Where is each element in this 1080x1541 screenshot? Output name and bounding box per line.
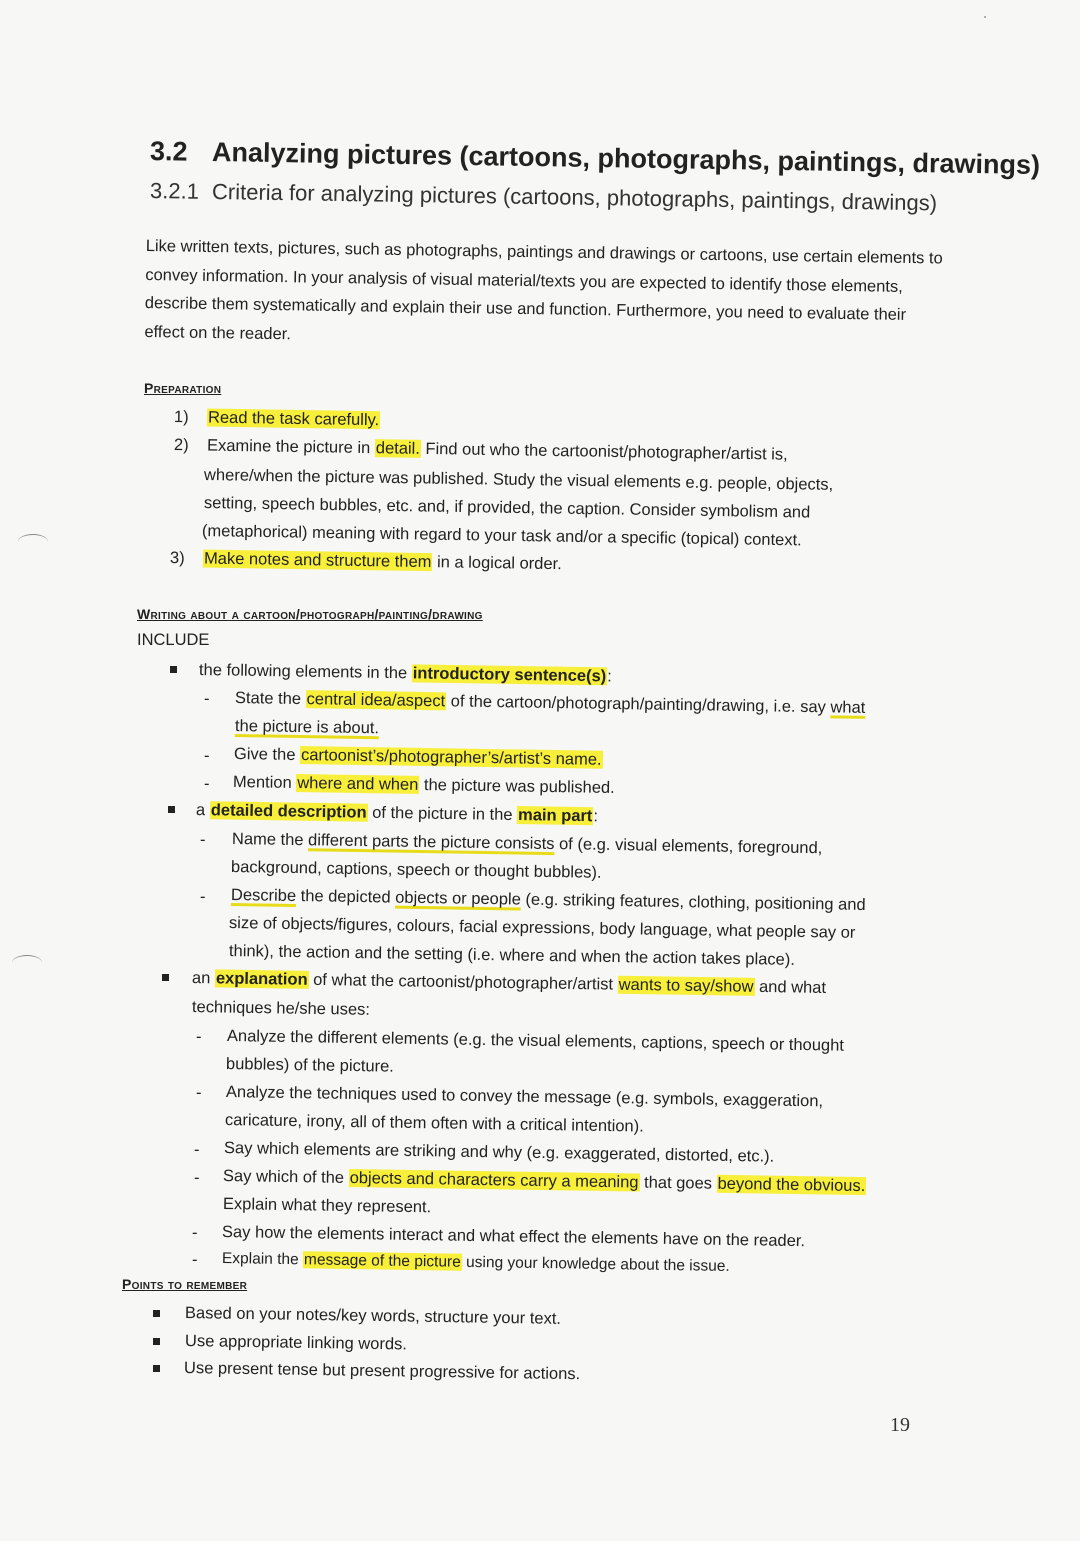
writing-title: Writing about a cartoon/photograph/painting/drawing: [137, 606, 483, 622]
include-bullet-1: the following elements in the introductory sentence(s):: [198, 661, 612, 686]
include-subpoint: Analyze the different elements (e.g. the visual elements, captions, speech or thought: [226, 1027, 845, 1055]
include-subpoint: Explain the message of the picture using your knowledge about the issue.: [221, 1250, 730, 1275]
include-subpoint-line: Explain what they represent.: [222, 1195, 432, 1217]
bullet-icon: [168, 806, 175, 813]
dash-marker: -: [204, 690, 210, 708]
point-item: Based on your notes/key words, structure your text.: [184, 1304, 562, 1328]
dash-marker: -: [192, 1224, 198, 1242]
dash-marker: -: [196, 1028, 202, 1046]
dash-marker: -: [200, 831, 206, 849]
include-subpoint-line: size of objects/figures, colours, facial expressions, body language, what people say or: [228, 914, 856, 942]
dash-marker: -: [204, 747, 210, 765]
include-subpoint: Say which of the objects and characters carry a meaning that goes beyond the obvious.: [222, 1167, 866, 1196]
section-heading: 3.2 Analyzing pictures (cartoons, photographs, paintings, drawings): [149, 136, 1041, 180]
include-bullet-3: an explanation of what the cartoonist/photographer/artist wants to say/show and what: [191, 969, 827, 997]
bullet-icon: [153, 1338, 160, 1345]
prep-item-2-line: (metaphorical) meaning with regard to your task and/or a specific (topical) context.: [201, 522, 802, 550]
subsection-heading: 3.2.1 Criteria for analyzing pictures (cartoons, photographs, paintings, drawings): [149, 178, 938, 216]
include-subpoint: Give the cartoonist’s/photographer’s/artist’s name.: [233, 745, 602, 769]
punch-hole-mark: [12, 955, 42, 970]
include-subpoint-line: the picture is about.: [234, 717, 380, 738]
point-item: Use appropriate linking words.: [184, 1332, 408, 1354]
prep-item-3: 3) Make notes and structure them in a logical order.: [169, 549, 562, 574]
include-subpoint: Describe the depicted objects or people (e.g. striking features, clothing, positioning and: [230, 886, 866, 914]
dash-marker: -: [194, 1169, 200, 1187]
bullet-icon: [153, 1310, 160, 1317]
include-subpoint: Analyze the techniques used to convey the message (e.g. symbols, exaggeration,: [225, 1083, 824, 1111]
preparation-title: Preparation: [144, 380, 222, 396]
include-subpoint-line: caricature, irony, all of them often with a critical intention).: [224, 1111, 644, 1136]
dash-marker: -: [196, 1084, 202, 1102]
include-bullet-line: techniques he/she uses:: [191, 998, 371, 1019]
prep-item-2-line: where/when the picture was published. Study the visual elements e.g. people, objects,: [203, 466, 834, 494]
points-title: Points to remember: [122, 1276, 248, 1292]
dash-marker: -: [204, 775, 210, 793]
dash-marker: -: [194, 1141, 200, 1159]
point-item: Use present tense but present progressive for actions.: [183, 1359, 581, 1384]
include-subpoint: Name the different parts the picture consists of (e.g. visual elements, foreground,: [231, 830, 823, 858]
include-label: INCLUDE: [137, 631, 210, 649]
page-number: 19: [890, 1414, 910, 1436]
intro-paragraph: Like written texts, pictures, such as photographs, paintings and drawings or cartoons, use certain elements to convey information. In your analysis of visual material/texts you are expected to identify those elements, describe them systematically and explain their use and function. Furthermore, you need to evaluate their effect on the reader.: [144, 236, 943, 343]
bullet-icon: [162, 974, 169, 981]
prep-item-2-line: setting, speech bubbles, etc. and, if provided, the caption. Consider symbolism and: [203, 494, 811, 522]
dash-marker: -: [192, 1251, 198, 1269]
include-bullet-2: a detailed description of the picture in the main part:: [195, 801, 599, 826]
include-subpoint-line: background, captions, speech or thought bubbles).: [230, 858, 602, 882]
include-subpoint: Say how the elements interact and what effect the elements have on the reader.: [221, 1223, 806, 1251]
include-subpoint: State the central idea/aspect of the cartoon/photograph/painting/drawing, i.e. say what: [234, 689, 866, 717]
prep-item-2: 2) Examine the picture in detail. Find out who the cartoonist/photographer/artist is,: [173, 436, 788, 464]
include-subpoint: Mention where and when the picture was published.: [232, 773, 615, 797]
bullet-icon: [170, 666, 177, 673]
include-subpoint: Say which elements are striking and why (e.g. exaggerated, distorted, etc.).: [223, 1139, 775, 1166]
paper-speck: [984, 16, 986, 18]
include-subpoint-line: think), the action and the setting (i.e. where and when the action takes place).: [228, 942, 796, 969]
punch-hole-mark: [18, 534, 48, 549]
include-subpoint-line: bubbles) of the picture.: [225, 1055, 394, 1076]
prep-item-1: 1) Read the task carefully.: [173, 408, 380, 430]
dash-marker: -: [200, 888, 206, 906]
bullet-icon: [153, 1365, 160, 1372]
